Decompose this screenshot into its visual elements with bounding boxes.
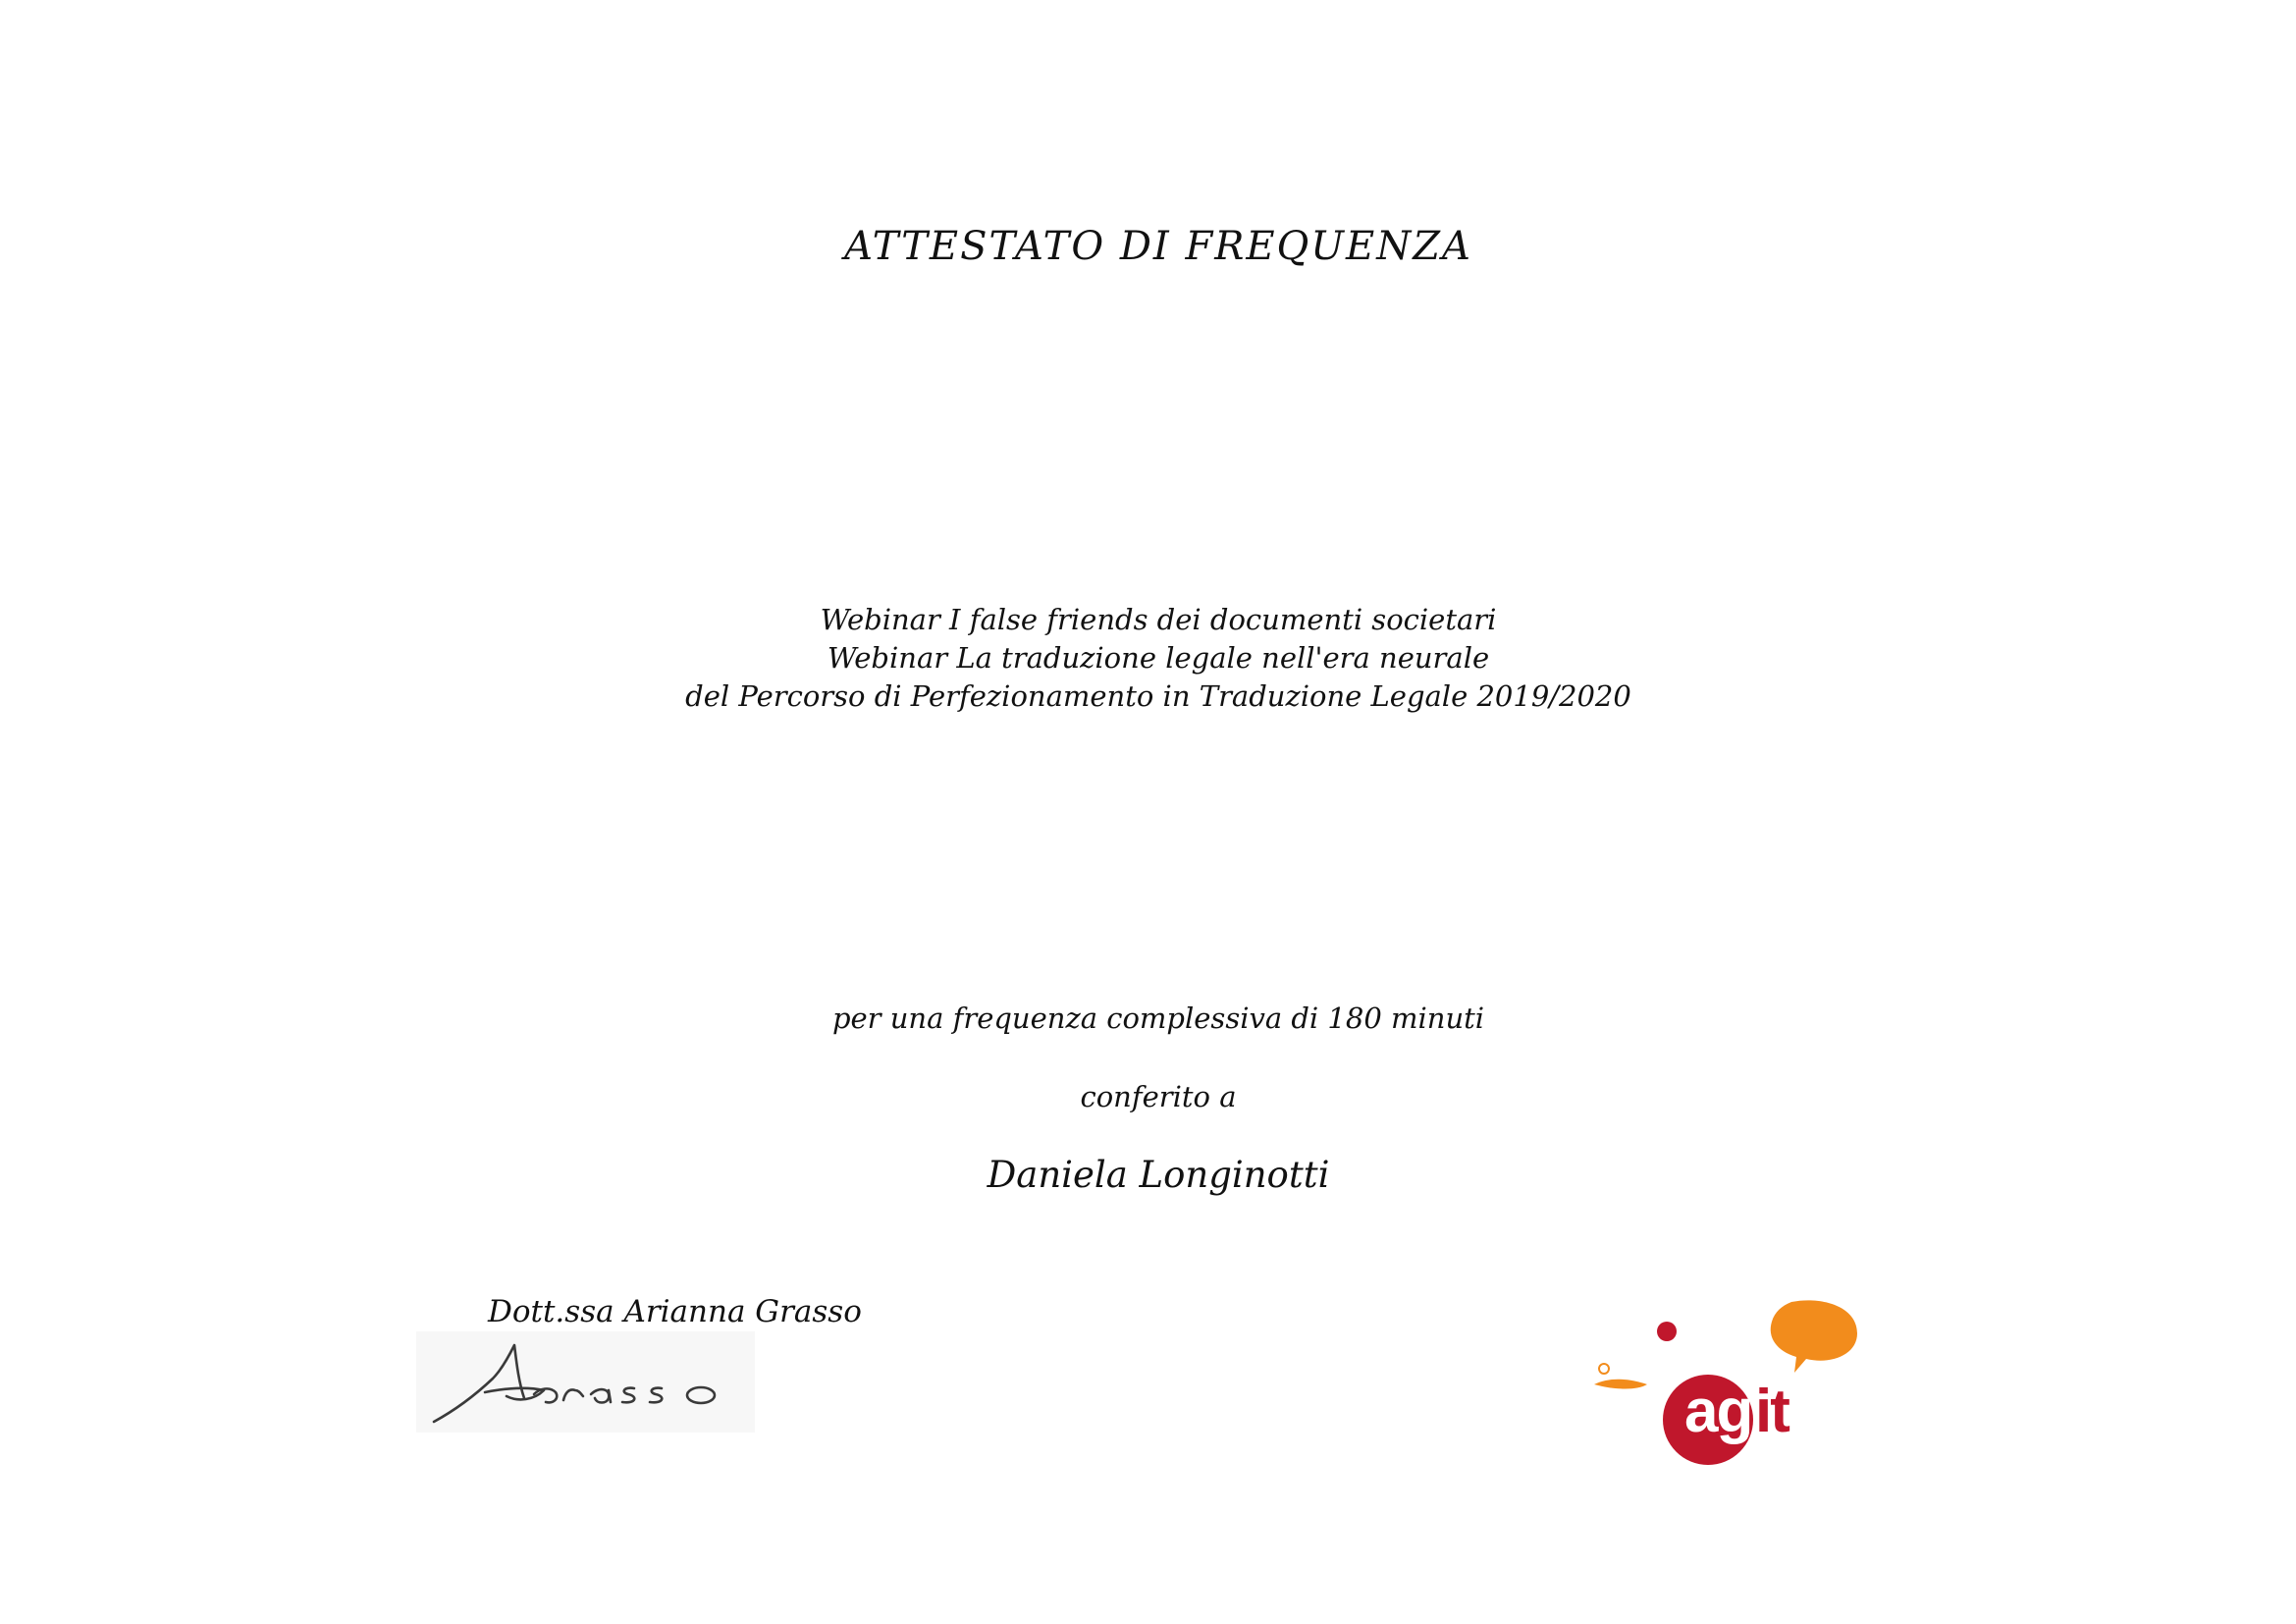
frequency-text: per una frequenza complessiva di 180 minuti (831, 1001, 1485, 1035)
course-line: Webinar I false friends dei documenti societari (820, 603, 1497, 636)
course-lines (0, 601, 2296, 716)
handwritten-signature (416, 1331, 755, 1433)
svg-text:ag: ag (1684, 1378, 1752, 1445)
recipient-name: Daniela Longinotti (987, 1154, 1330, 1196)
course-line: del Percorso di Perfezionamento in Traduzione Legale 2019/2020 (685, 679, 1631, 713)
certificate-title: ATTESTATO DI FREQUENZA (844, 224, 1472, 269)
conferred-text: conferito a (1080, 1080, 1237, 1113)
course-line: Webinar La traduzione legale nell'era neurale (827, 641, 1490, 675)
agit-logo (1590, 1294, 1865, 1466)
svg-text:it: it (1755, 1378, 1789, 1445)
speech-bubble-icon (1771, 1300, 1857, 1373)
signatory-name: Dott.ssa Arianna Grasso (488, 1294, 862, 1329)
